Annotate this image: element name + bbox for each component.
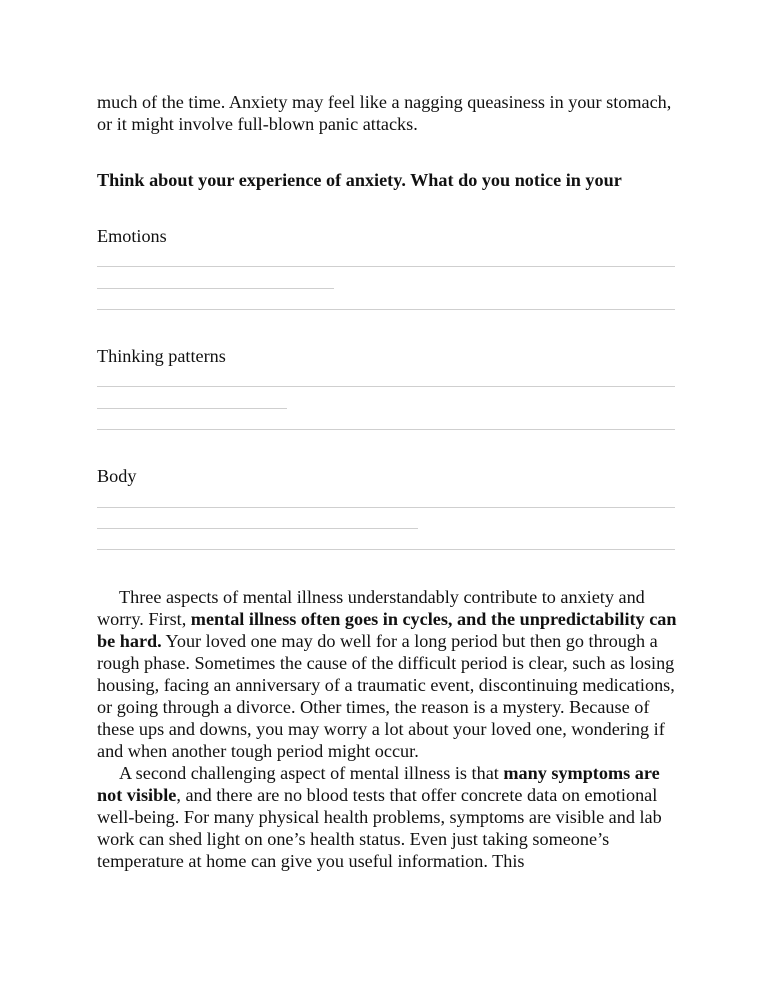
- reflection-prompt: Think about your experience of anxiety. What do you notice in your: [97, 170, 622, 190]
- write-in-line[interactable]: [97, 288, 334, 289]
- write-in-line[interactable]: [97, 309, 675, 310]
- write-in-line[interactable]: [97, 429, 675, 430]
- write-in-line[interactable]: [97, 549, 675, 550]
- write-in-line[interactable]: [97, 266, 675, 267]
- paragraph-cycles: Three aspects of mental illness understandably contribute to anxiety and worry. First, mental illness often goes in cycles, and the unpredictability can be hard. Your loved one may do well for a long period but then go through a rough phase. Sometimes the cause of the difficult period is clear, such as losing housing, facing an anniversary of a traumatic event, discontinuing medications, or going through a divorce. Other times, the reason is a mystery. Because of these ups and downs, you may worry a lot about your loved one, wondering if and when another tough period might occur.: [97, 587, 677, 761]
- paragraph-invisible-symptoms: A second challenging aspect of mental illness is that many symptoms are not visible, and there are no blood tests that offer concrete data on emotional well-being. For many physical health problems, symptoms are visible and lab work can shed light on one’s health status. Even just taking someone’s temperature at home can give you useful information. This: [97, 763, 662, 871]
- write-in-line[interactable]: [97, 386, 675, 387]
- write-in-line[interactable]: [97, 507, 675, 508]
- emphasis-text: mental illness often goes in cycles, and the unpredictability can be hard.: [97, 609, 677, 651]
- section-label-emotions: Emotions: [97, 226, 167, 246]
- section-label-body: Body: [97, 466, 137, 486]
- body-text: [97, 586, 677, 872]
- write-in-line[interactable]: [97, 528, 418, 529]
- intro-paragraph: much of the time. Anxiety may feel like a nagging queasiness in your stomach, or it might involve full-blown panic attacks.: [97, 92, 672, 134]
- emphasis-text: many symptoms are not visible: [97, 763, 660, 805]
- write-in-line[interactable]: [97, 408, 287, 409]
- section-label-thinking-patterns: Thinking patterns: [97, 346, 226, 366]
